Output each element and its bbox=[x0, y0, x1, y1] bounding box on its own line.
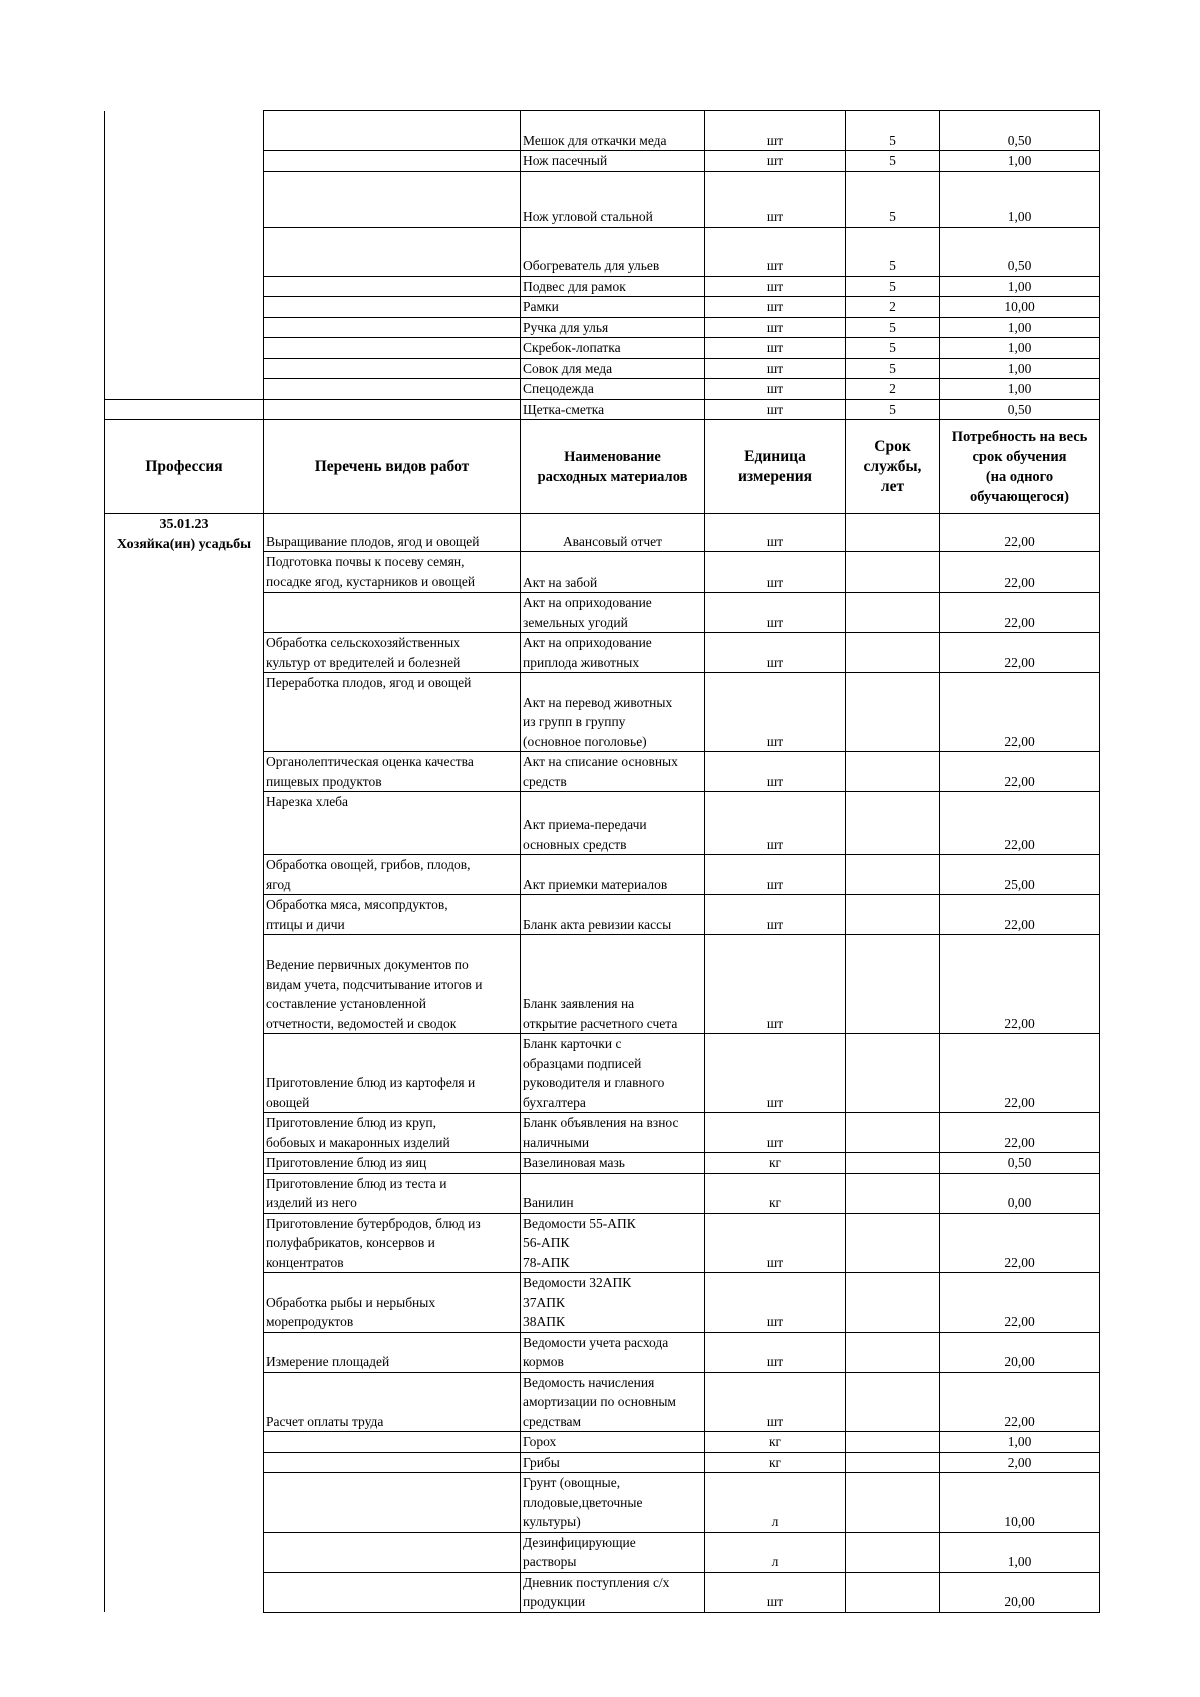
work-cell bbox=[264, 276, 521, 297]
work-cell bbox=[264, 317, 521, 338]
material-cell: Ванилин bbox=[521, 1173, 705, 1213]
table-header-row bbox=[105, 420, 1100, 514]
unit-cell: шт bbox=[705, 593, 846, 633]
table-row bbox=[105, 111, 1100, 151]
life-cell: 5 bbox=[846, 399, 940, 420]
need-cell: 22,00 bbox=[940, 895, 1100, 935]
need-cell: 22,00 bbox=[940, 633, 1100, 673]
need-cell: 1,00 bbox=[940, 151, 1100, 172]
material-cell: Горох bbox=[521, 1432, 705, 1453]
material-cell: Нож угловой стальной bbox=[521, 171, 705, 227]
life-cell: 5 bbox=[846, 171, 940, 227]
life-cell bbox=[846, 1034, 940, 1113]
unit-cell: шт bbox=[705, 111, 846, 151]
need-cell: 22,00 bbox=[940, 673, 1100, 752]
life-cell bbox=[846, 1173, 940, 1213]
unit-cell: шт bbox=[705, 171, 846, 227]
work-cell: Подготовка почвы к посеву семян, посадке ягод, кустарников и овощей bbox=[264, 552, 521, 593]
life-cell bbox=[846, 895, 940, 935]
life-cell bbox=[846, 1452, 940, 1473]
material-cell: Авансовый отчет bbox=[521, 514, 705, 552]
work-cell: Ведение первичных документов по видам учета, подсчитывание итогов и составление установленной отчетности, ведомостей и сводок bbox=[264, 935, 521, 1034]
material-cell: Бланк акта ревизии кассы bbox=[521, 895, 705, 935]
unit-cell: кг bbox=[705, 1432, 846, 1453]
unit-cell: л bbox=[705, 1473, 846, 1533]
unit-cell: шт bbox=[705, 1113, 846, 1153]
life-cell bbox=[846, 673, 940, 752]
unit-cell: шт bbox=[705, 227, 846, 276]
unit-cell: шт bbox=[705, 855, 846, 895]
life-cell bbox=[846, 1532, 940, 1572]
unit-cell: шт bbox=[705, 895, 846, 935]
work-cell: Обработка мяса, мясопрдуктов, птицы и дичи bbox=[264, 895, 521, 935]
material-cell: Ведомости 32АПК 37АПК 38АПК bbox=[521, 1273, 705, 1333]
material-cell: Ведомости 55-АПК 56-АПК 78-АПК bbox=[521, 1213, 705, 1273]
unit-cell: шт bbox=[705, 276, 846, 297]
material-cell: Акт приема-передачи основных средств bbox=[521, 792, 705, 855]
need-cell: 22,00 bbox=[940, 752, 1100, 792]
unit-cell: шт bbox=[705, 1034, 846, 1113]
table-row bbox=[105, 171, 1100, 227]
life-cell bbox=[846, 1432, 940, 1453]
unit-cell: шт bbox=[705, 317, 846, 338]
work-cell bbox=[264, 593, 521, 633]
need-cell: 22,00 bbox=[940, 1113, 1100, 1153]
unit-cell: л bbox=[705, 1532, 846, 1572]
material-cell: Бланк карточки с образцами подписей руководителя и главного бухгалтера bbox=[521, 1034, 705, 1113]
header-material: Наименование расходных материалов bbox=[521, 420, 705, 514]
profession-cell: 35.01.23 Хозяйка(ин) усадьбы bbox=[105, 514, 264, 1613]
table-row bbox=[105, 358, 1100, 379]
work-cell: Переработка плодов, ягод и овощей bbox=[264, 673, 521, 752]
need-cell: 0,50 bbox=[940, 399, 1100, 420]
life-cell bbox=[846, 1113, 940, 1153]
header-life: Срок службы, лет bbox=[846, 420, 940, 514]
material-cell: Скребок-лопатка bbox=[521, 338, 705, 359]
need-cell: 1,00 bbox=[940, 276, 1100, 297]
material-cell: Подвес для рамок bbox=[521, 276, 705, 297]
need-cell: 0,50 bbox=[940, 1153, 1100, 1174]
unit-cell: кг bbox=[705, 1153, 846, 1174]
material-cell: Рамки bbox=[521, 297, 705, 318]
work-cell: Обработка рыбы и нерыбных морепродуктов bbox=[264, 1273, 521, 1333]
life-cell bbox=[846, 514, 940, 552]
unit-cell: кг bbox=[705, 1173, 846, 1213]
life-cell: 5 bbox=[846, 338, 940, 359]
life-cell: 5 bbox=[846, 358, 940, 379]
unit-cell: шт bbox=[705, 1372, 846, 1432]
unit-cell: шт bbox=[705, 514, 846, 552]
table-row bbox=[105, 276, 1100, 297]
need-cell: 20,00 bbox=[940, 1332, 1100, 1372]
material-cell: Грибы bbox=[521, 1452, 705, 1473]
table-row bbox=[105, 297, 1100, 318]
life-cell: 5 bbox=[846, 276, 940, 297]
work-cell: Нарезка хлеба bbox=[264, 792, 521, 855]
material-cell: Ведомости учета расхода кормов bbox=[521, 1332, 705, 1372]
need-cell: 22,00 bbox=[940, 552, 1100, 593]
life-cell bbox=[846, 1273, 940, 1333]
material-cell: Ручка для улья bbox=[521, 317, 705, 338]
unit-cell: шт bbox=[705, 1273, 846, 1333]
unit-cell: шт bbox=[705, 1572, 846, 1612]
table-row bbox=[105, 151, 1100, 172]
unit-cell: шт bbox=[705, 1213, 846, 1273]
table-row bbox=[105, 514, 1100, 552]
life-cell: 5 bbox=[846, 227, 940, 276]
need-cell: 1,00 bbox=[940, 358, 1100, 379]
material-cell: Совок для меда bbox=[521, 358, 705, 379]
work-cell bbox=[264, 379, 521, 400]
work-cell bbox=[264, 338, 521, 359]
material-cell: Акт на оприходование приплода животных bbox=[521, 633, 705, 673]
unit-cell: шт bbox=[705, 633, 846, 673]
header-need: Потребность на весь срок обучения (на одного обучающегося) bbox=[940, 420, 1100, 514]
life-cell: 5 bbox=[846, 317, 940, 338]
work-cell bbox=[264, 1532, 521, 1572]
life-cell bbox=[846, 1372, 940, 1432]
need-cell: 20,00 bbox=[940, 1572, 1100, 1612]
work-cell bbox=[264, 111, 521, 151]
material-cell: Акт на забой bbox=[521, 552, 705, 593]
unit-cell: шт bbox=[705, 935, 846, 1034]
header-profession: Профессия bbox=[105, 420, 264, 514]
life-cell bbox=[846, 552, 940, 593]
work-cell bbox=[264, 1473, 521, 1533]
material-cell: Щетка-сметка bbox=[521, 399, 705, 420]
work-cell: Органолептическая оценка качества пищевых продуктов bbox=[264, 752, 521, 792]
need-cell: 22,00 bbox=[940, 1213, 1100, 1273]
need-cell: 10,00 bbox=[940, 297, 1100, 318]
life-cell bbox=[846, 1473, 940, 1533]
work-cell: Приготовление блюд из круп, бобовых и макаронных изделий bbox=[264, 1113, 521, 1153]
need-cell: 25,00 bbox=[940, 855, 1100, 895]
material-cell: Нож пасечный bbox=[521, 151, 705, 172]
work-cell: Выращивание плодов, ягод и овощей bbox=[264, 514, 521, 552]
life-cell bbox=[846, 855, 940, 895]
need-cell: 2,00 bbox=[940, 1452, 1100, 1473]
work-cell bbox=[264, 399, 521, 420]
work-cell: Приготовление блюд из картофеля и овощей bbox=[264, 1034, 521, 1113]
life-cell bbox=[846, 792, 940, 855]
material-cell: Спецодежда bbox=[521, 379, 705, 400]
material-cell: Обогреватель для ульев bbox=[521, 227, 705, 276]
table-row bbox=[105, 338, 1100, 359]
work-cell bbox=[264, 171, 521, 227]
life-cell bbox=[846, 1572, 940, 1612]
table-row bbox=[105, 399, 1100, 420]
unit-cell: шт bbox=[705, 552, 846, 593]
material-cell: Акт на списание основных средств bbox=[521, 752, 705, 792]
life-cell bbox=[846, 633, 940, 673]
need-cell: 22,00 bbox=[940, 593, 1100, 633]
work-cell bbox=[264, 1452, 521, 1473]
work-cell bbox=[264, 358, 521, 379]
work-cell: Обработка сельскохозяйственных культур от вредителей и болезней bbox=[264, 633, 521, 673]
life-cell bbox=[846, 1153, 940, 1174]
unit-cell: шт bbox=[705, 752, 846, 792]
work-cell: Обработка овощей, грибов, плодов, ягод bbox=[264, 855, 521, 895]
life-cell: 2 bbox=[846, 297, 940, 318]
material-cell: Бланк объявления на взнос наличными bbox=[521, 1113, 705, 1153]
work-cell: Расчет оплаты труда bbox=[264, 1372, 521, 1432]
unit-cell: кг bbox=[705, 1452, 846, 1473]
need-cell: 1,00 bbox=[940, 1432, 1100, 1453]
need-cell: 0,00 bbox=[940, 1173, 1100, 1213]
unit-cell: шт bbox=[705, 151, 846, 172]
material-cell: Дневник поступления с/х продукции bbox=[521, 1572, 705, 1612]
work-cell: Приготовление бутербродов, блюд из полуфабрикатов, консервов и концентратов bbox=[264, 1213, 521, 1273]
consumables-table-sheet bbox=[104, 110, 1100, 1613]
header-works: Перечень видов работ bbox=[264, 420, 521, 514]
need-cell: 22,00 bbox=[940, 935, 1100, 1034]
material-cell: Вазелиновая мазь bbox=[521, 1153, 705, 1174]
material-cell: Ведомость начисления амортизации по основным средствам bbox=[521, 1372, 705, 1432]
material-cell: Бланк заявления на открытие расчетного счета bbox=[521, 935, 705, 1034]
table-row bbox=[105, 227, 1100, 276]
need-cell: 22,00 bbox=[940, 514, 1100, 552]
life-cell bbox=[846, 1332, 940, 1372]
need-cell: 22,00 bbox=[940, 1372, 1100, 1432]
life-cell: 5 bbox=[846, 111, 940, 151]
material-cell: Акт на оприходование земельных угодий bbox=[521, 593, 705, 633]
life-cell bbox=[846, 752, 940, 792]
table-row bbox=[105, 379, 1100, 400]
work-cell: Измерение площадей bbox=[264, 1332, 521, 1372]
table-row bbox=[105, 317, 1100, 338]
work-cell: Приготовление блюд из теста и изделий из него bbox=[264, 1173, 521, 1213]
need-cell: 10,00 bbox=[940, 1473, 1100, 1533]
need-cell: 22,00 bbox=[940, 1034, 1100, 1113]
unit-cell: шт bbox=[705, 379, 846, 400]
unit-cell: шт bbox=[705, 792, 846, 855]
life-cell bbox=[846, 1213, 940, 1273]
unit-cell: шт bbox=[705, 338, 846, 359]
life-cell: 5 bbox=[846, 151, 940, 172]
material-cell: Грунт (овощные, плодовые,цветочные культуры) bbox=[521, 1473, 705, 1533]
need-cell: 0,50 bbox=[940, 227, 1100, 276]
unit-cell: шт bbox=[705, 673, 846, 752]
material-cell: Мешок для откачки меда bbox=[521, 111, 705, 151]
need-cell: 1,00 bbox=[940, 338, 1100, 359]
unit-cell: шт bbox=[705, 358, 846, 379]
header-unit: Единица измерения bbox=[705, 420, 846, 514]
life-cell: 2 bbox=[846, 379, 940, 400]
work-cell bbox=[264, 1432, 521, 1453]
work-cell bbox=[264, 227, 521, 276]
unit-cell: шт bbox=[705, 297, 846, 318]
need-cell: 0,50 bbox=[940, 111, 1100, 151]
material-cell: Акт приемки материалов bbox=[521, 855, 705, 895]
need-cell: 1,00 bbox=[940, 379, 1100, 400]
consumables-table bbox=[104, 110, 1100, 1613]
unit-cell: шт bbox=[705, 399, 846, 420]
need-cell: 22,00 bbox=[940, 792, 1100, 855]
need-cell: 1,00 bbox=[940, 171, 1100, 227]
work-cell bbox=[264, 1572, 521, 1612]
work-cell bbox=[264, 151, 521, 172]
life-cell bbox=[846, 593, 940, 633]
material-cell: Акт на перевод животных из групп в группу (основное поголовье) bbox=[521, 673, 705, 752]
unit-cell: шт bbox=[705, 1332, 846, 1372]
need-cell: 1,00 bbox=[940, 317, 1100, 338]
life-cell bbox=[846, 935, 940, 1034]
need-cell: 1,00 bbox=[940, 1532, 1100, 1572]
work-cell: Приготовление блюд из яиц bbox=[264, 1153, 521, 1174]
material-cell: Дезинфицирующие растворы bbox=[521, 1532, 705, 1572]
work-cell bbox=[264, 297, 521, 318]
need-cell: 22,00 bbox=[940, 1273, 1100, 1333]
